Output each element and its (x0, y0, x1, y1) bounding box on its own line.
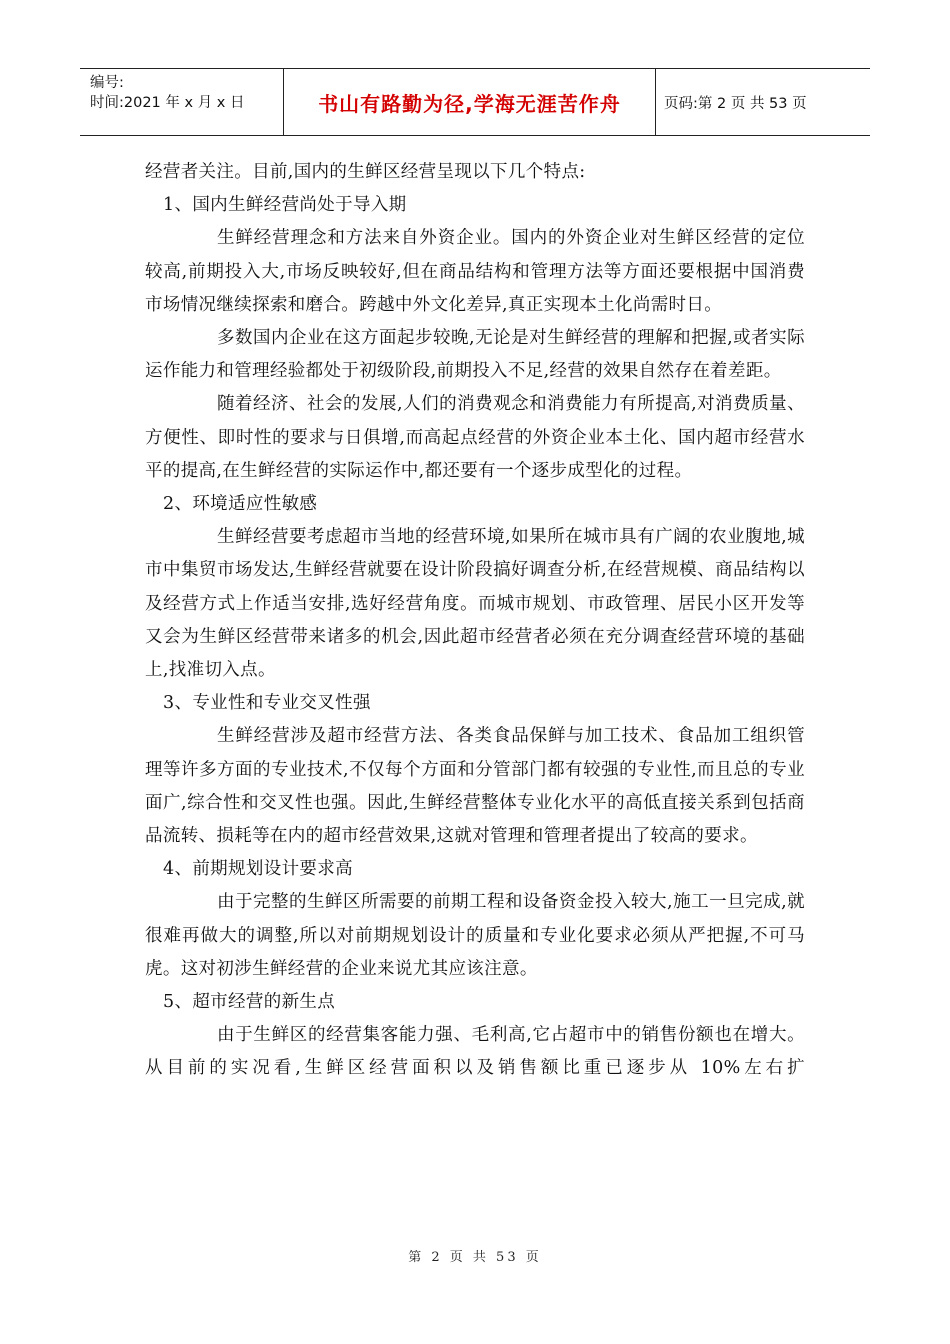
page-footer: 第 2 页 共 53 页 (408, 1250, 542, 1265)
body-paragraph: 生鲜经营涉及超市经营方法、各类食品保鲜与加工技术、食品加工组织管理等许多方面的专业技术,不仅每个方面和分管部门都有较强的专业性,而且总的专业面广,综合性和交叉性也强。因此,生鲜经营整体专业化水平的高低直接关系到包括商品流转、损耗等在内的超市经营效果,这就对管理和管理者提出了较高的要求。 (145, 726, 805, 847)
section-heading: 5、超市经营的新生点 (163, 992, 336, 1013)
body-paragraph: 多数国内企业在这方面起步较晚,无论是对生鲜经营的理解和把握,或者实际运作能力和管理经验都处于初级阶段,前期投入不足,经营的效果自然存在着差距。 (145, 328, 805, 382)
header-left-cell (80, 69, 283, 135)
section-heading: 4、前期规划设计要求高 (163, 859, 353, 880)
document-body (145, 156, 805, 1086)
body-paragraph: 随着经济、社会的发展,人们的消费观念和消费能力有所提高,对消费质量、方便性、即时性的要求与日俱增,而高起点经营的外资企业本土化、国内超市经营水平的提高,在生鲜经营的实际运作中,都还要有一个逐步成型化的过程。 (145, 394, 805, 481)
page-header (80, 68, 870, 136)
section-heading: 1、国内生鲜经营尚处于导入期 (163, 195, 407, 216)
body-paragraph: 生鲜经营理念和方法来自外资企业。国内的外资企业对生鲜区经营的定位较高,前期投入大,市场反映较好,但在商品结构和管理方法等方面还要根据中国消费市场情况继续探索和磨合。跨越中外文化差异,真正实现本土化尚需时日。 (145, 228, 805, 315)
section-heading: 3、专业性和专业交叉性强 (163, 693, 371, 714)
document-number-label: 编号: (90, 75, 124, 91)
body-paragraph: 生鲜经营要考虑超市当地的经营环境,如果所在城市具有广阔的农业腹地,城市中集贸市场发达,生鲜经营就要在设计阶段搞好调查分析,在经营规模、商品结构以及经营方式上作适当安排,选好经营角度。而城市规划、市政管理、居民小区开发等又会为生鲜区经营带来诸多的机会,因此超市经营者必须在充分调查经营环境的基础上,找准切入点。 (145, 527, 805, 681)
header-motto: 书山有路勤为径,学海无涯苦作舟 (318, 91, 621, 116)
document-date-label: 时间:2021 年 x 月 x 日 (90, 95, 245, 111)
body-paragraph: 由于完整的生鲜区所需要的前期工程和设备资金投入较大,施工一旦完成,就很难再做大的调整,所以对前期规划设计的质量和专业化要求必须从严把握,不可马虎。这对初涉生鲜经营的企业来说尤其应该注意。 (145, 892, 805, 979)
section-heading: 2、环境适应性敏感 (163, 494, 318, 515)
body-paragraph: 经营者关注。目前,国内的生鲜区经营呈现以下几个特点: (145, 162, 586, 182)
header-motto-cell (283, 69, 656, 135)
header-page-info: 页码:第 2 页 共 53 页 (664, 95, 807, 112)
body-paragraph: 由于生鲜区的经营集客能力强、毛利高,它占超市中的销售份额也在增大。从目前的实况看,生鲜区经营面积以及销售额比重已逐步从 10%左右扩 (145, 1025, 805, 1079)
